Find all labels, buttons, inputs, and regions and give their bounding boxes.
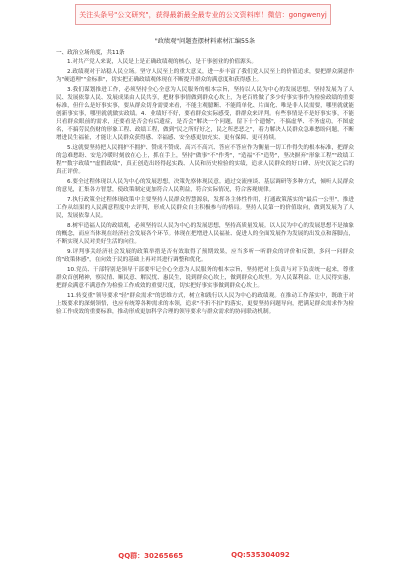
qq-group-text: QQ群：30265665 [118, 552, 184, 560]
paragraph: 2.政绩观对于站稳人民立场。坚守人民至上的重大意义，进一步丰富了我们党人民至上的价值追求，要把群众满意作为"硬道理""金标准"，切实把正确政绩观体现在不断提升群众的满意度和获得感上。 [56, 69, 354, 83]
paragraph: 7.执行政策全过程体现政策中主要坚持人民群众智慧源泉，发挥各主体性作用，打通政策落实的"最后一公里"，推进工作从结果的人民满意程度中去评判，形成人民群众自主积极参与的格局。坚持人民第一的价值取向，做到发展为了人民，发展依靠人民。 [56, 197, 354, 219]
document-title: "政绩观"问题查摆材料素材汇编55条 [154, 38, 256, 45]
section-heading: 一、政治立场角度，共11条 [56, 50, 125, 56]
paragraph: 11.转变重"领导要求"轻"群众需求"的思维方式，树立和践行以人民为中心的政绩观。在推动工作落实中，既敢于对上级要求的深刻领悟，也应有统筹各种需求的本领，追求"不折不扣"的落实，更要坚持问题导向，把满足群众需求作为检验工作成效的重要标准，推动形成更加科学合理的领导要求与群众需求的协同联动机制。 [56, 293, 354, 315]
paragraph: 9.评判事关经济社会发展的政策举措是否有效取得了预期效果，应当多听一听群众的评价和反馈，多问一问群众的"政策体感"，在向效于民的基础上再对其进行调整和优化。 [56, 249, 354, 263]
promo-banner-text: 关注头条号"公文研究"，获得最新最全最专业的公文资料库！微信：gongwenyj [79, 10, 327, 19]
promo-banner [75, 4, 331, 25]
paragraph: 6.要全过程体现以人民为中心的发展思想，决策先察体现民意。通过交流座谈、基层调研等多种方式，倾听人民群众的意见，汇集各方智慧，使政策制定更加符合人民利益，符合实际情况，符合客观规律。 [56, 179, 354, 193]
contact-footer [0, 551, 408, 561]
paragraph: 10.党员、干部特别是领导干部要牢记全心全意为人民服务的根本宗旨，坚持把对上负责与对下负责统一起来，尊重群众首创精神，察民情、顺民意、解民忧、惠民生，说到群众心坎上，做到群众心坎里。为人民谋利益、让人民得实惠，把群众满意不满意作为检验工作成效的重要尺度，切实把好事实事做到群众心坎上。 [56, 267, 354, 289]
document-body [56, 38, 354, 318]
paragraph: 1.对共产党人来说，人民是上是正确政绩观的核心，是干事创业的价值源头。 [67, 59, 257, 65]
qq-number-text: QQ:535304092 [231, 551, 290, 559]
paragraph: 5.这就要坚持把人民拥护不拥护、赞成不赞成、高兴不高兴、答应不答应作为衡量一切工作得失的根本标准，把群众的急难愁盼、安危冷暖时刻放在心上，抓在手上，坚持"做事"不"作秀"，"造福"不"造势"，坚决摒弃"形象工程""政绩工程""数字政绩""虚假政绩"，真正创造出经得起实践、人民和历史检验的实绩，追求人民群众的好口碑、历史沉淀之后的真正评价。 [56, 145, 354, 175]
paragraph: 3.我们谋划推进工作，必须坚持全心全意为人民服务的根本宗旨，坚持以人民为中心的发展思想，坚持发展为了人民、发展依靠人民、发展成果由人民共享，把财事事情做到群众心坎上，为老百姓做了多少好事实事作为检验政绩的重要标准，但什么是好事实事，要从群众切身需要来看，不能主观臆断、不能简单化、片面化、唯是非人民需要，哪里就就能创新事实事，哪里就就做实政绩。4．业绩好不好，要看群众实际感受，群群众来评判。有些事情是不是好事实事，不能只看群众眼前的需求，还要看是否会有后遗症，是否会"解决一个问题，留下十个遗憾"，不搞虚华、不务虚功，不图虚名，不搞劳民伤财的形象工程、政绩工程，做到"民之所好好之，民之所恶恶之"，着力解决人民群众急难愁盼问题，不断增进民生福祉，才能让人民群众获得感、幸福感、安全感更加充实、更有保障、更可持续。 [56, 87, 354, 141]
paragraph: 8.树牢造福人民的政绩观，必须坚持以人民为中心的发展思想，坚持高质量发展。以人民为中心的发展思想不是抽象的概念，而应当体现在经济社会发展各个环节。体现在把增进人民福祉、促进人的全面发展作为发展的出发点和落脚点，不断实现人民对美好生活的向往。 [56, 223, 354, 245]
